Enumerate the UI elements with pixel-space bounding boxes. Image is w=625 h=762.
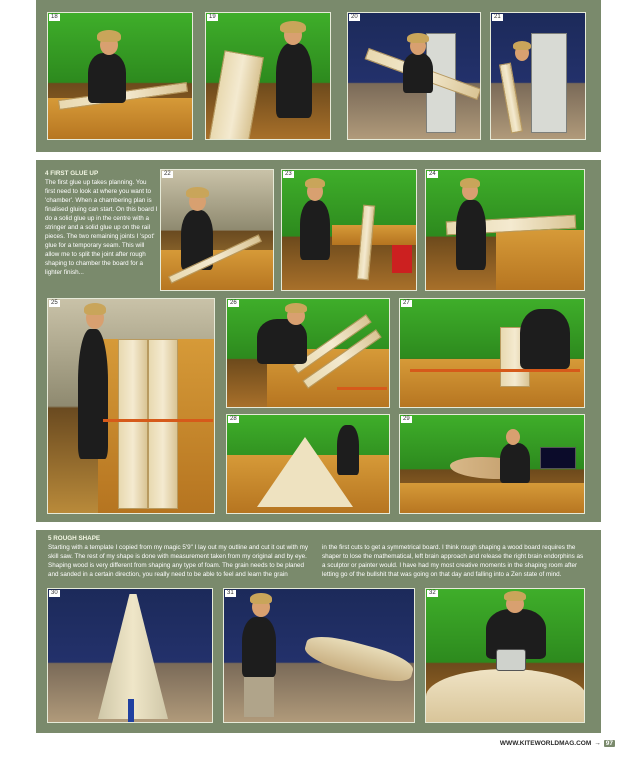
photo-number: 18: [51, 14, 58, 20]
photo-number: 27: [403, 300, 410, 306]
photo-26: [226, 298, 390, 408]
photo-number: 19: [209, 14, 216, 20]
photo-24: [425, 169, 585, 291]
photo-22: [160, 169, 274, 291]
photo-number: 22: [164, 171, 171, 177]
photo-18: [47, 12, 193, 140]
photo-number: 23: [285, 171, 292, 177]
photo-31: [223, 588, 415, 723]
photo-29: [399, 414, 585, 514]
website-url: WWW.KITEWORLDMAG.COM: [499, 740, 592, 747]
photo-number: 24: [429, 171, 436, 177]
photo-number: 26: [230, 300, 237, 306]
photo-30: [47, 588, 213, 723]
photo-27: [399, 298, 585, 408]
page-footer: [500, 740, 615, 747]
arrow-icon: →: [594, 740, 601, 747]
photo-20: [347, 12, 481, 140]
photo-number: 32: [429, 590, 436, 596]
photo-19: [205, 12, 331, 140]
section-4-text: [45, 169, 158, 277]
section-5-heading: 5 ROUGH SHAPE: [48, 535, 101, 542]
page-number: 97: [605, 740, 613, 747]
photo-21: [490, 12, 586, 140]
photo-number: 20: [351, 14, 358, 20]
photo-number: 31: [227, 590, 234, 596]
photo-number: 30: [51, 590, 58, 596]
photo-number: 28: [230, 416, 237, 422]
photo-32: [425, 588, 585, 723]
photo-28: [226, 414, 390, 514]
photo-23: [281, 169, 417, 291]
section-5-column-2: in the first cuts to get a symmetrical board. I think rough shaping a wood board requires the shaper to lose the mathematical, left brain approach and release the right brain endorphins as a sculptor or painter would. I have had my most creative moments in the shaping room after letting go of the bullshit that was going on that day and falling into a Zen state of mind.: [322, 544, 584, 578]
section-5-column-1: Starting with a template I copied from my magic 5'9" I lay out my outline and cut it out with my skill saw. The rest of my shape is done with measurement taken from my original and by eye. Shaping wood is very different from shaping any type of foam. The grain needs to be planed and sanded in a certain direction, you really need to be able to feel and learn the grain: [48, 544, 308, 578]
photo-number: 25: [51, 300, 58, 306]
photo-25: [47, 298, 215, 514]
section-heading: 4 FIRST GLUE UP: [45, 170, 99, 177]
photo-number: 29: [403, 416, 410, 422]
photo-number: 21: [494, 14, 501, 20]
section-body: The first glue up takes planning. You first need to look at where you want to 'chamber'. When a chambering plan is finalised gluing can start. On this board I do a solid glue up in the centre with a stringer and a solid glue up on the rail pieces. The two remaining joints I 'spot' glue for a temporary seam. This will allow me to split the joint after rough shaping to chamber the board for a lighter finish...: [45, 179, 158, 276]
